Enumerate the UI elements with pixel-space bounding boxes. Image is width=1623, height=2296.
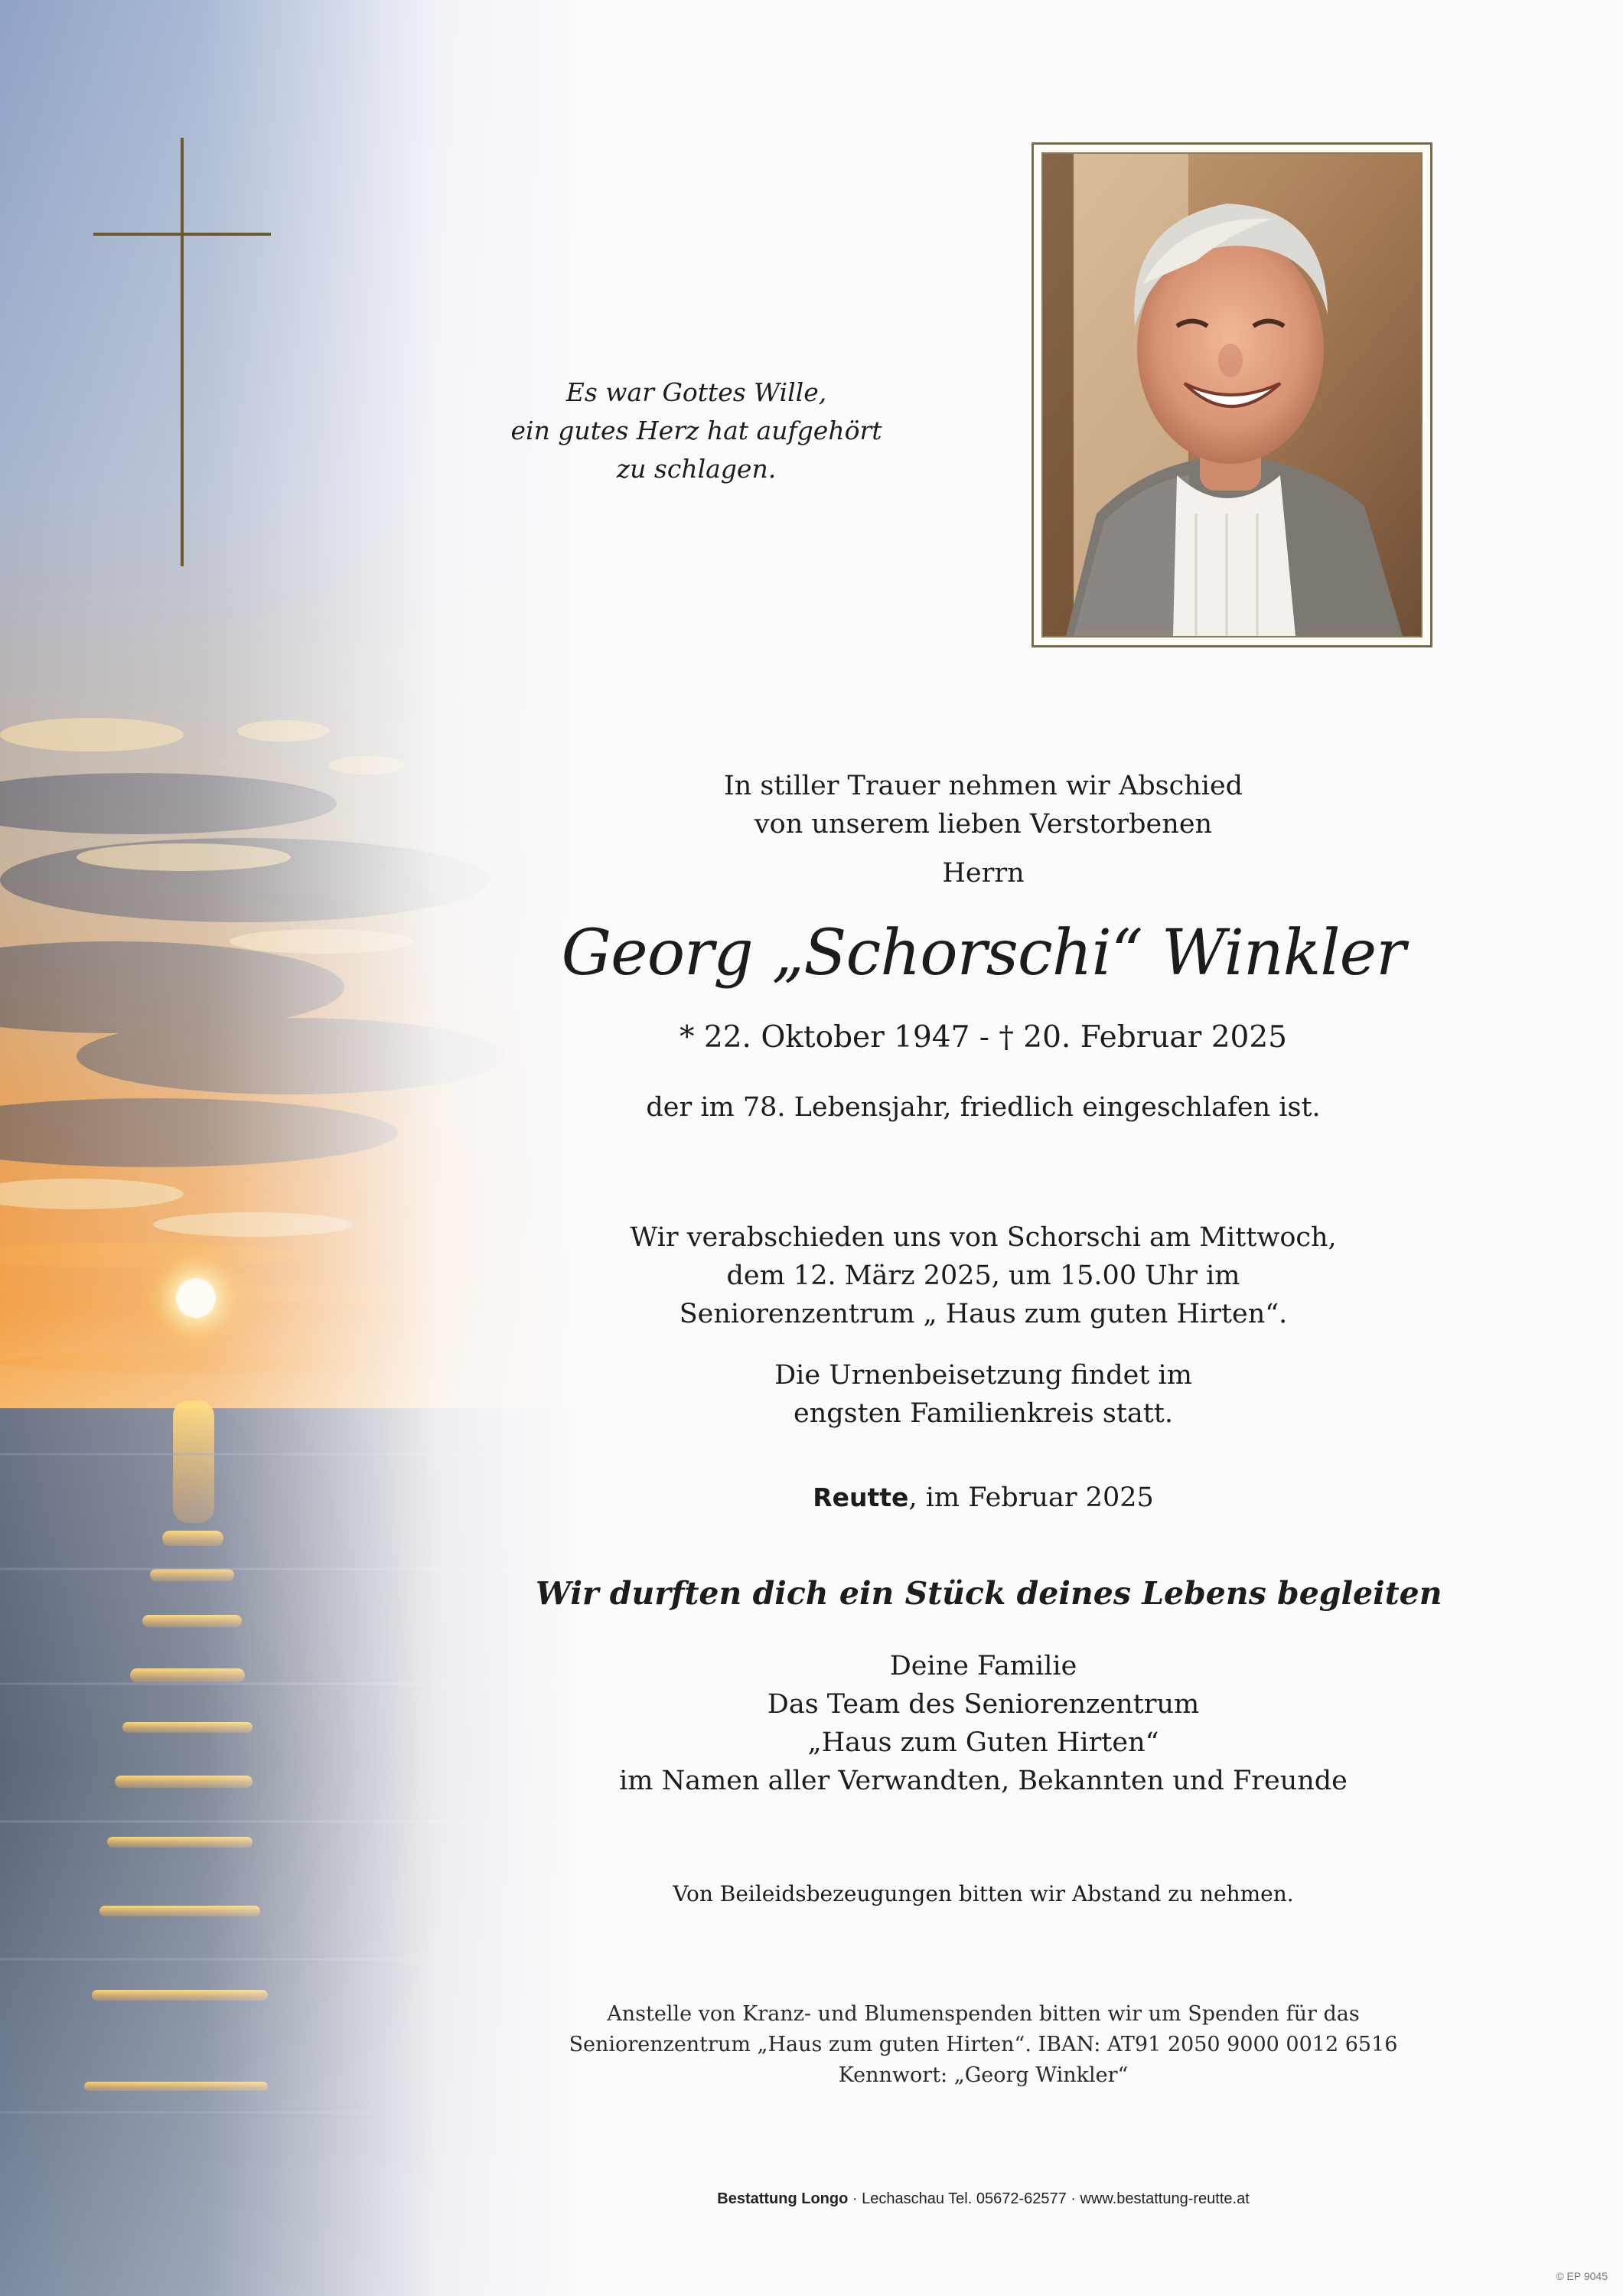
donation-note <box>536 1999 1431 2091</box>
donation-line: Seniorenzentrum „Haus zum guten Hirten“. IBAN: AT91 2050 9000 0012 6516 <box>569 2033 1398 2056</box>
ceremony-line: Seniorenzentrum „ Haus zum guten Hirten“. <box>679 1299 1288 1329</box>
funeral-home-details: · Lechaschau Tel. 05672-62577 · www.bestattung-reutte.at <box>848 2190 1250 2207</box>
place-rest: , im Februar 2025 <box>908 1482 1154 1513</box>
portrait-frame <box>1031 142 1432 647</box>
mourners-line: Deine Familie <box>889 1651 1077 1681</box>
mourners-line: Das Team des Seniorenzentrum <box>767 1689 1200 1720</box>
donation-line: Kennwort: „Georg Winkler“ <box>838 2063 1129 2087</box>
ceremony-text <box>536 1218 1431 1333</box>
mourners-line: im Namen aller Verwandten, Bekannten und Freunde <box>619 1766 1348 1796</box>
ceremony-line: dem 12. März 2025, um 15.00 Uhr im <box>726 1261 1240 1291</box>
age-line: der im 78. Lebensjahr, friedlich eingeschlafen ist. <box>646 1092 1321 1123</box>
mourners-line: „Haus zum Guten Hirten“ <box>807 1727 1159 1758</box>
motto: Wir durften dich ein Stück deines Lebens begleiten <box>536 1575 1442 1612</box>
intro-line: In stiller Trauer nehmen wir Abschied <box>723 771 1243 801</box>
quote <box>474 373 918 488</box>
cross-icon <box>181 138 184 566</box>
funeral-home-footer <box>597 2190 1370 2208</box>
salutation: Herrn <box>942 858 1025 889</box>
mourners <box>536 1647 1431 1800</box>
intro-text <box>536 767 1431 843</box>
funeral-home-name: Bestattung Longo <box>717 2190 849 2207</box>
donation-line: Anstelle von Kranz- und Blumenspenden bitten wir um Spenden für das <box>607 2002 1360 2026</box>
no-condolences-note: Von Beileidsbezeugungen bitten wir Abstand zu nehmen. <box>673 1881 1294 1906</box>
cross-icon-bar <box>93 233 271 236</box>
life-dates: * 22. Oktober 1947 - † 20. Februar 2025 <box>680 1020 1287 1055</box>
ceremony-line: Wir verabschieden uns von Schorschi am Mittwoch, <box>630 1222 1337 1253</box>
portrait-photo <box>1041 152 1423 638</box>
quote-line: Es war Gottes Wille, <box>565 377 827 407</box>
quote-line: zu schlagen. <box>616 454 777 484</box>
quote-line: ein gutes Herz hat aufgehört <box>510 416 882 445</box>
place-date <box>536 1479 1431 1517</box>
intro-line: von unserem lieben Verstorbenen <box>754 809 1213 840</box>
place-town: Reutte <box>813 1482 909 1512</box>
urn-line: engsten Familienkreis statt. <box>794 1398 1173 1429</box>
urn-text <box>536 1356 1431 1433</box>
urn-line: Die Urnenbeisetzung findet im <box>774 1360 1192 1391</box>
ep-code: © EP 9045 <box>1556 2270 1608 2282</box>
deceased-name: Georg „Schorschi“ Winkler <box>561 917 1406 990</box>
